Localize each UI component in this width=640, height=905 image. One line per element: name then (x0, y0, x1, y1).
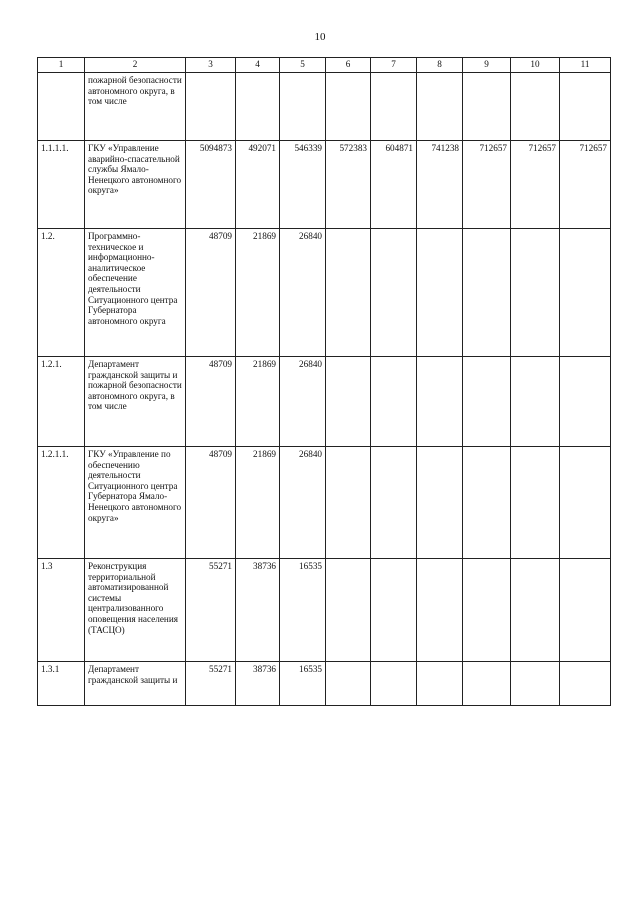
value-cell (236, 73, 280, 141)
page-number: 10 (314, 31, 326, 43)
value-cell (463, 447, 511, 559)
value-cell (417, 662, 463, 706)
value-cell (560, 559, 611, 662)
header-cell: 9 (463, 58, 511, 73)
value-cell: 26840 (280, 229, 326, 357)
value-cell (326, 447, 371, 559)
value-cell: 741238 (417, 141, 463, 229)
value-cell (560, 229, 611, 357)
row-name: Департамент гражданской защиты и пожарной безопасности автономного округа, в том числе (85, 357, 186, 447)
row-name: ГКУ «Управление аварийно-спасательной службы Ямало-Ненецкого автономного округа» (85, 141, 186, 229)
value-cell: 16535 (280, 662, 326, 706)
value-cell (417, 73, 463, 141)
value-cell (371, 559, 417, 662)
row-name: Департамент гражданской защиты и (85, 662, 186, 706)
row-code: 1.2.1.1. (38, 447, 85, 559)
row-code: 1.2. (38, 229, 85, 357)
table-row (38, 357, 611, 447)
value-cell: 48709 (186, 357, 236, 447)
budget-table (37, 57, 611, 706)
value-cell: 5094873 (186, 141, 236, 229)
value-cell: 712657 (463, 141, 511, 229)
header-cell: 10 (511, 58, 560, 73)
value-cell (511, 229, 560, 357)
value-cell: 21869 (236, 357, 280, 447)
value-cell (463, 357, 511, 447)
row-code (38, 73, 85, 141)
value-cell: 712657 (511, 141, 560, 229)
value-cell (463, 662, 511, 706)
value-cell (326, 357, 371, 447)
value-cell: 38736 (236, 662, 280, 706)
row-name: пожарной безопасности автономного округа, в том числе (85, 73, 186, 141)
row-code: 1.3 (38, 559, 85, 662)
value-cell: 604871 (371, 141, 417, 229)
header-cell: 3 (186, 58, 236, 73)
value-cell (417, 357, 463, 447)
value-cell: 572383 (326, 141, 371, 229)
header-cell: 6 (326, 58, 371, 73)
value-cell (280, 73, 326, 141)
header-cell: 5 (280, 58, 326, 73)
table-row (38, 229, 611, 357)
value-cell: 492071 (236, 141, 280, 229)
value-cell: 712657 (560, 141, 611, 229)
value-cell: 55271 (186, 559, 236, 662)
table-row (38, 447, 611, 559)
value-cell (511, 662, 560, 706)
value-cell (326, 229, 371, 357)
header-row (38, 58, 611, 73)
row-code: 1.3.1 (38, 662, 85, 706)
value-cell (463, 229, 511, 357)
value-cell (463, 73, 511, 141)
header-cell: 8 (417, 58, 463, 73)
value-cell (371, 447, 417, 559)
value-cell: 26840 (280, 357, 326, 447)
value-cell: 26840 (280, 447, 326, 559)
value-cell (371, 229, 417, 357)
header-cell: 1 (38, 58, 85, 73)
value-cell (511, 559, 560, 662)
value-cell (326, 73, 371, 141)
row-name: Программно-техническое и информационно-аналитическое обеспечение деятельности Ситуационного центра Губернатора автономного округа (85, 229, 186, 357)
value-cell (560, 357, 611, 447)
value-cell (326, 662, 371, 706)
value-cell (371, 73, 417, 141)
value-cell: 546339 (280, 141, 326, 229)
value-cell: 21869 (236, 447, 280, 559)
value-cell: 21869 (236, 229, 280, 357)
value-cell (560, 73, 611, 141)
row-code: 1.1.1.1. (38, 141, 85, 229)
value-cell (560, 662, 611, 706)
value-cell (511, 357, 560, 447)
value-cell (417, 559, 463, 662)
table-row (38, 73, 611, 141)
value-cell (511, 73, 560, 141)
value-cell (186, 73, 236, 141)
value-cell (371, 357, 417, 447)
value-cell (371, 662, 417, 706)
header-cell: 2 (85, 58, 186, 73)
row-name: Реконструкция территориальной автоматизированной системы централизованного оповещения населения (ТАСЦО) (85, 559, 186, 662)
value-cell: 38736 (236, 559, 280, 662)
value-cell (417, 229, 463, 357)
value-cell (463, 559, 511, 662)
row-code: 1.2.1. (38, 357, 85, 447)
value-cell: 48709 (186, 447, 236, 559)
table-row (38, 559, 611, 662)
header-cell: 4 (236, 58, 280, 73)
header-cell: 11 (560, 58, 611, 73)
value-cell: 16535 (280, 559, 326, 662)
value-cell: 48709 (186, 229, 236, 357)
table-row (38, 662, 611, 706)
value-cell (417, 447, 463, 559)
value-cell (326, 559, 371, 662)
value-cell (560, 447, 611, 559)
table-row (38, 141, 611, 229)
row-name: ГКУ «Управление по обеспечению деятельности Ситуационного центра Губернатора Ямало-Ненецкого автономного округа» (85, 447, 186, 559)
header-cell: 7 (371, 58, 417, 73)
value-cell (511, 447, 560, 559)
value-cell: 55271 (186, 662, 236, 706)
